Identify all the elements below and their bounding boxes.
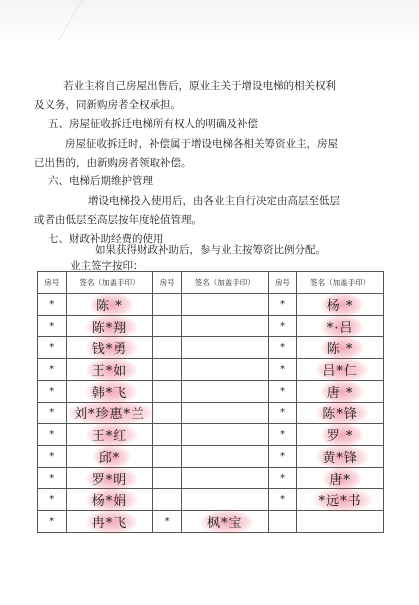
room-number-cell (38, 337, 67, 359)
room-number: * (279, 494, 285, 506)
signature-cell (181, 359, 268, 381)
room-number-cell (38, 315, 67, 337)
signature-cell (181, 294, 268, 316)
room-number: * (49, 298, 55, 310)
signature-cell (297, 337, 384, 359)
room-number: * (49, 450, 55, 462)
room-number: * (49, 320, 55, 332)
handwritten-signature: 王*红 (92, 425, 128, 444)
room-number-cell (153, 315, 182, 337)
room-number-cell (153, 446, 182, 468)
signature-cell (181, 315, 268, 337)
paragraph-line: 及义务，同新购房者全权承担。 (34, 99, 181, 111)
signature-cell (297, 424, 384, 446)
room-number-cell (38, 359, 67, 381)
room-number-cell (268, 315, 297, 337)
header-room: 房号 (38, 272, 67, 294)
signature-cell (66, 294, 153, 316)
room-number: * (279, 407, 285, 419)
header-room: 房号 (153, 272, 182, 294)
signature-cell (66, 380, 153, 402)
table-row (38, 402, 384, 424)
table-row (38, 294, 384, 316)
handwritten-signature: 唐 * (327, 382, 354, 401)
room-number-cell (268, 424, 297, 446)
room-number: * (49, 364, 55, 376)
header-sign: 签名（加盖手印） (66, 272, 153, 294)
room-number: * (49, 407, 55, 419)
paragraph-line: 已出售的，由新购房者领取补偿。 (34, 157, 192, 169)
handwritten-signature: 唐* (329, 469, 351, 488)
signature-cell (66, 511, 153, 533)
room-number: * (279, 385, 285, 397)
signature-cell (297, 359, 384, 381)
room-number: * (49, 516, 55, 528)
signature-body (38, 294, 384, 533)
room-number-cell (153, 467, 182, 489)
room-number-cell (268, 511, 297, 533)
table-row (38, 467, 384, 489)
room-number: * (279, 320, 285, 332)
room-number-cell (38, 446, 67, 468)
table-row (38, 337, 384, 359)
room-number-cell (268, 402, 297, 424)
room-number: * (279, 364, 285, 376)
signature-cell (297, 467, 384, 489)
signature-header-row (38, 272, 384, 294)
signature-cell (297, 315, 384, 337)
paragraph-line: 房屋征收拆迁时，补偿属于增设电梯各相关筹资业主，房屋 (65, 138, 338, 150)
signature-cell (297, 380, 384, 402)
section-heading-6: 六、电梯后期维护管理 (48, 175, 153, 187)
room-number: * (49, 494, 55, 506)
table-row (38, 511, 384, 533)
room-number-cell (38, 467, 67, 489)
signature-cell (66, 359, 153, 381)
signature-cell (66, 402, 153, 424)
room-number-cell (153, 489, 182, 511)
room-number: * (49, 472, 55, 484)
handwritten-signature: 枫*宝 (207, 512, 243, 531)
room-number-cell (153, 294, 182, 316)
room-number-cell (268, 380, 297, 402)
handwritten-signature: 冉*飞 (92, 512, 128, 531)
header-sign: 签名（加盖手印） (297, 272, 384, 294)
signature-cell (297, 402, 384, 424)
signature-cell (297, 446, 384, 468)
room-number-cell (268, 489, 297, 511)
paragraph-line: 增设电梯投入使用后，由各业主自行决定由高层至低层 (88, 195, 340, 207)
room-number-cell (268, 359, 297, 381)
signature-cell (66, 489, 153, 511)
table-row (38, 380, 384, 402)
room-number-cell (153, 424, 182, 446)
room-number-cell (153, 402, 182, 424)
signature-cell (66, 467, 153, 489)
signature-title: 业主签字按印： (70, 260, 144, 272)
section-heading-5: 五、房屋征收拆迁电梯所有权人的明确及补偿 (48, 118, 258, 130)
handwritten-signature: 陈*翔 (92, 317, 128, 336)
signature-cell (66, 337, 153, 359)
handwritten-signature: 邱* (99, 447, 121, 466)
signature-cell (181, 337, 268, 359)
room-number-cell (268, 294, 297, 316)
handwritten-signature: 黄*锋 (322, 447, 358, 466)
signature-cell (297, 294, 384, 316)
header-room: 房号 (268, 272, 297, 294)
table-row (38, 359, 384, 381)
handwritten-signature: 罗 * (327, 425, 354, 444)
handwritten-signature: 罗*明 (92, 469, 128, 488)
room-number-cell (153, 337, 182, 359)
handwritten-signature: 杨*娟 (92, 490, 128, 509)
room-number: * (49, 429, 55, 441)
room-number: * (279, 342, 285, 354)
section-heading-7: 七、财政补助经费的使用 (48, 233, 164, 245)
paragraph-line: 如果获得财政补助后，参与业主按筹资比例分配。 (95, 244, 326, 256)
handwritten-signature: 陈 * (327, 338, 354, 357)
room-number: * (279, 472, 285, 484)
handwritten-signature: 钱*勇 (92, 338, 128, 357)
room-number-cell (153, 359, 182, 381)
handwritten-signature: 刘*珍惠*兰 (74, 403, 145, 422)
signature-cell (181, 467, 268, 489)
handwritten-signature: *·吕 (327, 317, 354, 336)
handwritten-signature: 韩*飞 (92, 382, 128, 401)
table-row (38, 489, 384, 511)
signature-cell (181, 424, 268, 446)
room-number-cell (153, 380, 182, 402)
signature-cell (181, 380, 268, 402)
handwritten-signature: 王*如 (92, 360, 128, 379)
room-number-cell (268, 467, 297, 489)
signature-cell (297, 511, 384, 533)
room-number-cell (38, 489, 67, 511)
room-number: * (49, 385, 55, 397)
room-number-cell (268, 337, 297, 359)
room-number: * (279, 298, 285, 310)
room-number-cell (268, 446, 297, 468)
handwritten-signature: 陈*锋 (322, 403, 358, 422)
paragraph-line: 若业主将自己房屋出售后，原业主关于增设电梯的相关权利 (63, 80, 336, 92)
signature-cell (297, 489, 384, 511)
room-number-cell (38, 294, 67, 316)
signature-cell (181, 511, 268, 533)
handwritten-signature: 陈 * (96, 295, 123, 314)
room-number-cell (153, 511, 182, 533)
signature-table (37, 271, 384, 533)
signature-cell (181, 402, 268, 424)
room-number: * (279, 429, 285, 441)
signature-cell (66, 315, 153, 337)
room-number: * (279, 450, 285, 462)
room-number-cell (38, 402, 67, 424)
table-row (38, 446, 384, 468)
room-number-cell (38, 380, 67, 402)
signature-cell (181, 446, 268, 468)
signature-cell (66, 446, 153, 468)
room-number: * (49, 342, 55, 354)
header-sign: 签名（加盖手印） (181, 272, 268, 294)
paragraph-line: 或者由低层至高层按年度轮值管理。 (34, 214, 202, 226)
table-row (38, 424, 384, 446)
table-row (38, 315, 384, 337)
room-number-cell (38, 424, 67, 446)
handwritten-signature: 杨 * (327, 295, 354, 314)
handwritten-signature: 吕*仁 (322, 360, 358, 379)
room-number-cell (38, 511, 67, 533)
room-number: * (164, 516, 170, 528)
handwritten-signature: *远*书 (319, 490, 362, 509)
signature-cell (181, 489, 268, 511)
signature-cell (66, 424, 153, 446)
